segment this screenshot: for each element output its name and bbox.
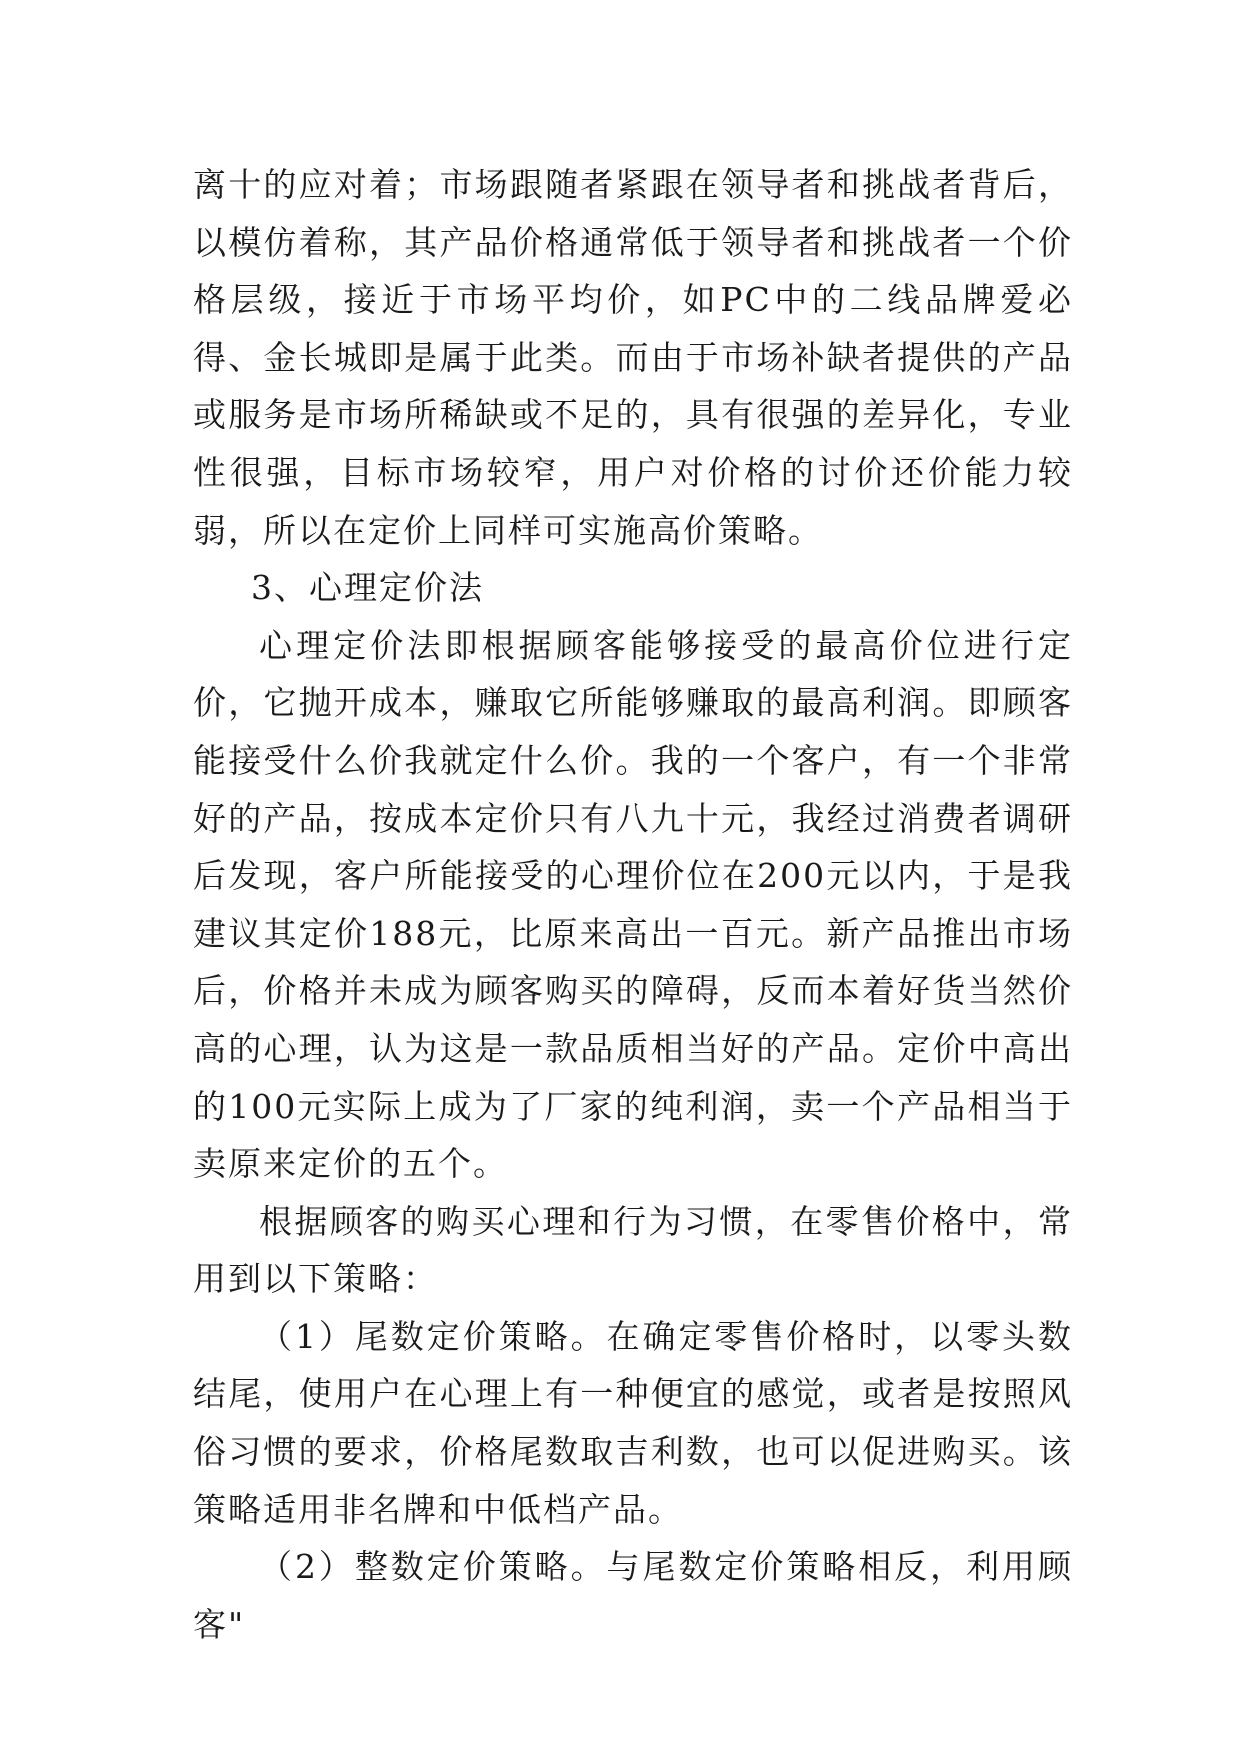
- paragraph-odd-pricing: （1）尾数定价策略。在确定零售价格时，以零头数结尾，使用户在心理上有一种便宜的感觉，或者是按照风俗习惯的要求，价格尾数取吉利数，也可以促进购买。该策略适用非名牌和中低档产品。: [193, 1316, 1073, 1529]
- document-body: [193, 156, 1073, 1653]
- paragraph-round-pricing: （2）整数定价策略。与尾数定价策略相反，利用顾客": [193, 1547, 1073, 1644]
- paragraph-retail-strategies-intro: 根据顾客的购买心理和行为习惯，在零售价格中，常用到以下策略：: [193, 1201, 1073, 1299]
- paragraph-market-followers: 离十的应对着；市场跟随者紧跟在领导者和挑战者背后，以模仿着称，其产品价格通常低于领导者和挑战者一个价格层级，接近于市场平均价，如PC中的二线品牌爱必得、金长城即是属于此类。而由于市场补缺者提供的产品或服务是市场所稀缺或不足的，具有很强的差异化，专业性很强，目标市场较窄，用户对价格的讨价还价能力较弱，所以在定价上同样可实施高价策略。: [193, 165, 1073, 550]
- section-heading-psychological-pricing: 3、心理定价法: [251, 568, 484, 608]
- paragraph-psychological-pricing: 心理定价法即根据顾客能够接受的最高价位进行定价，它抛开成本，赚取它所能够赚取的最高利润。即顾客能接受什么价我就定什么价。我的一个客户，有一个非常好的产品，按成本定价只有八九十元，我经过消费者调研后发现，客户所能接受的心理价位在200元以内，于是我建议其定价188元，比原来高出一百元。新产品推出市场后，价格并未成为顾客购买的障碍，反而本着好货当然价高的心理，认为这是一款品质相当好的产品。定价中高出的100元实际上成为了厂家的纯利润，卖一个产品相当于卖原来定价的五个。: [193, 625, 1073, 1184]
